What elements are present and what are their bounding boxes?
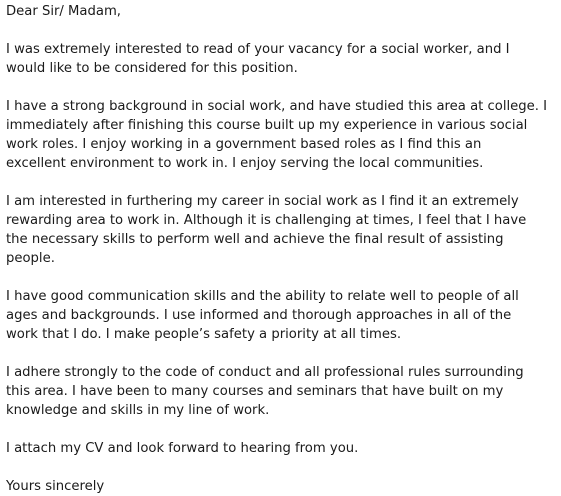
- paragraph-conduct: [6, 363, 558, 420]
- paragraph-gap: [6, 173, 558, 192]
- text-line: knowledge and skills in my line of work.: [6, 403, 270, 418]
- closing: Yours sincerely: [6, 479, 105, 494]
- text-line: immediately after finishing this course built up my experience in various social: [6, 118, 528, 133]
- text-line: I have a strong background in social work, and have studied this area at college. I: [6, 99, 548, 114]
- cover-letter: [6, 2, 558, 496]
- paragraph-gap: [6, 268, 558, 287]
- text-line: I adhere strongly to the code of conduct and all professional rules surrounding: [6, 365, 524, 380]
- paragraph-gap: [6, 420, 558, 439]
- text-line: the necessary skills to perform well and achieve the final result of assisting: [6, 232, 504, 247]
- text-line: I have good communication skills and the ability to relate well to people of all: [6, 289, 519, 304]
- text-line: rewarding area to work in. Although it is challenging at times, I feel that I have: [6, 213, 527, 228]
- paragraph-gap: [6, 458, 558, 477]
- paragraph-skills: [6, 287, 558, 344]
- paragraph-career: [6, 192, 558, 268]
- text-line: work that I do. I make people’s safety a priority at all times.: [6, 327, 402, 342]
- text-line: ages and backgrounds. I use informed and thorough approaches in all of the: [6, 308, 512, 323]
- text-line: I was extremely interested to read of your vacancy for a social worker, and I: [6, 42, 510, 57]
- text-line: I attach my CV and look forward to hearing from you.: [6, 441, 359, 456]
- salutation: Dear Sir/ Madam,: [6, 4, 122, 19]
- paragraph-background: [6, 97, 558, 173]
- text-line: work roles. I enjoy working in a government based roles as I find this an: [6, 137, 482, 152]
- paragraph-vacancy-interest: [6, 40, 558, 78]
- text-line: people.: [6, 251, 55, 266]
- text-line: would like to be considered for this position.: [6, 61, 298, 76]
- paragraph-gap: [6, 78, 558, 97]
- paragraph-gap: [6, 21, 558, 40]
- text-line: this area. I have been to many courses and seminars that have built on my: [6, 384, 504, 399]
- paragraph-attachment: [6, 439, 558, 458]
- paragraph-gap: [6, 344, 558, 363]
- text-line: I am interested in furthering my career in social work as I find it an extremely: [6, 194, 519, 209]
- text-line: excellent environment to work in. I enjoy serving the local communities.: [6, 156, 484, 171]
